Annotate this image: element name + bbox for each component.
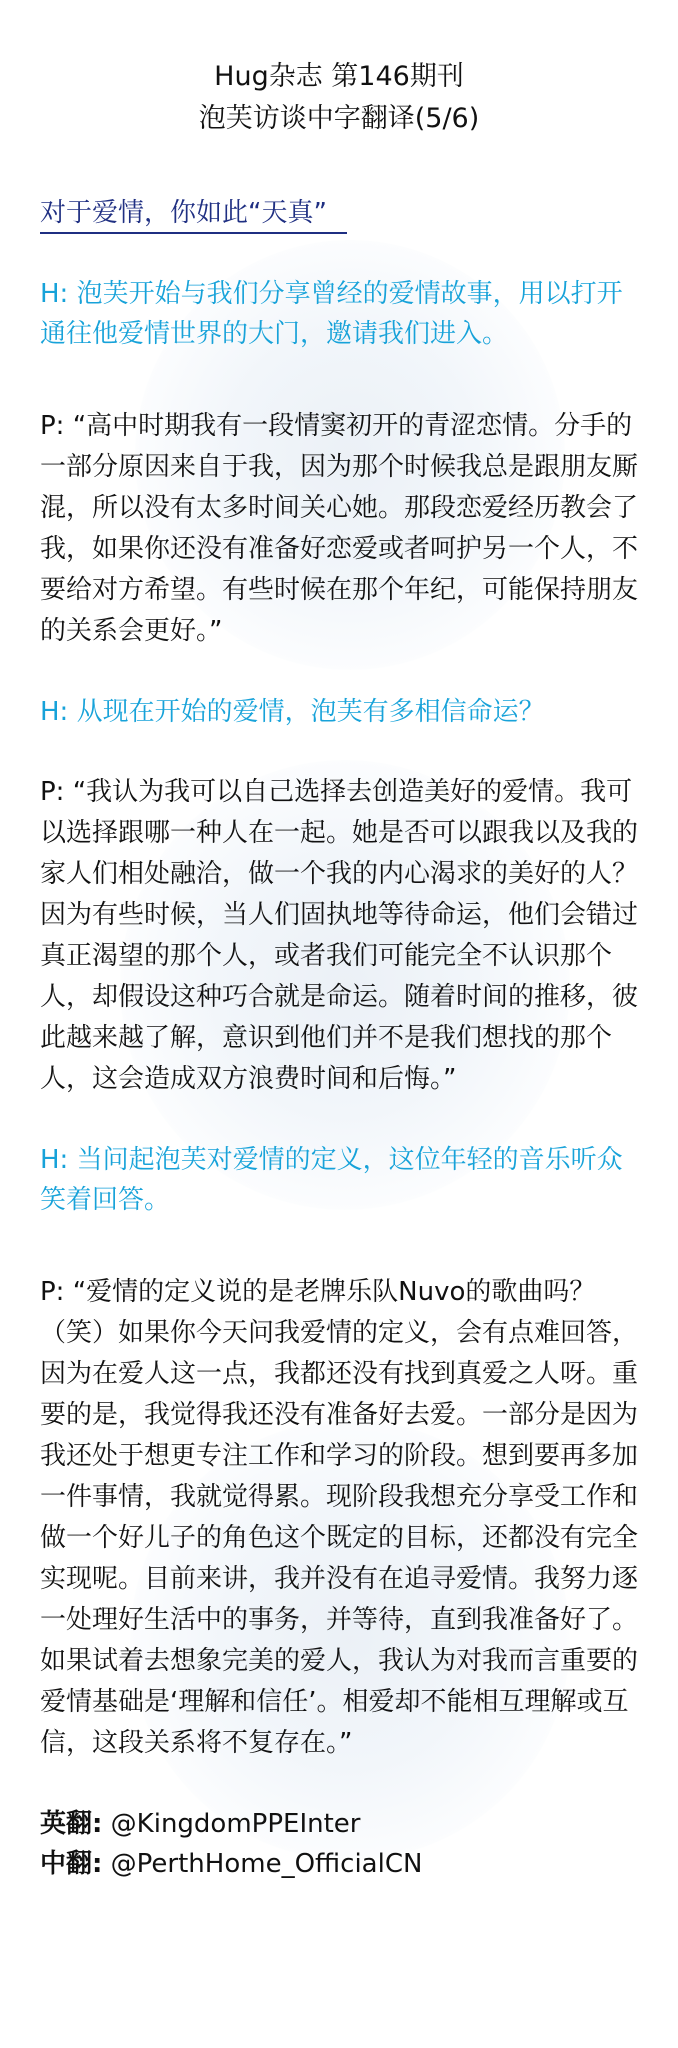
english-credit-label: 英翻: [40,1809,103,1839]
host-question: H: 从现在开始的爱情，泡芙有多相信命运？ [40,697,545,727]
chinese-credit-label: 中翻: [40,1849,103,1879]
magazine-title: Hug杂志 第146期刊 [214,61,464,92]
english-translation-credit [40,1804,638,1844]
speaker-answer: P: “我认为我可以自己选择去创造美好的爱情。我可以选择跟哪一种人在一起。她是否可以跟我以及我的家人们相处融洽，做一个我的内心渴求的美好的人？因为有些时候，当人们固执地等待命运，他们会错过真正渴望的那个人，或者我们可能完全不认识那个人，却假设这种巧合就是命运。随着时间的推移，彼此越来越了解，意识到他们并不是我们想找的那个人，这会造成双方浪费时间和后悔。” [40,777,639,1094]
chinese-translation-credit [40,1844,638,1884]
chinese-credit-handle: @PerthHome_OfficialCN [110,1849,423,1879]
speaker-answer: P: “高中时期我有一段情窦初开的青涩恋情。分手的一部分原因来自于我，因为那个时候我总是跟朋友厮混，所以没有太多时间关心她。那段恋爱经历教会了我，如果你还没有准备好恋爱或者呵护另一个人，不要给对方希望。有些时候在那个年纪，可能保持朋友的关系会更好。” [40,411,639,646]
english-credit-handle: @KingdomPPEInter [110,1809,361,1839]
speaker-answer: P: “爱情的定义说的是老牌乐队Nuvo的歌曲吗？（笑）如果你今天问我爱情的定义，会有点难回答，因为在爱人这一点，我都还没有找到真爱之人呀。重要的是，我觉得我还没有准备好去爱。一部分是因为我还处于想更专注工作和学习的阶段。想到要再多加一件事情，我就觉得累。现阶段我想充分享受工作和做一个好儿子的角色这个既定的目标，还都没有完全实现呢。目前来讲，我并没有在追寻爱情。我努力逐一处理好生活中的事务，并等待，直到我准备好了。如果试着去想象完美的爱人，我认为对我而言重要的爱情基础是‘理解和信任’。相爱却不能相互理解或互信，这段关系将不复存在。” [40,1277,639,1758]
host-question: H: 当问起泡芙对爱情的定义，这位年轻的音乐听众笑着回答。 [40,1145,623,1215]
host-question: H: 泡芙开始与我们分享曾经的爱情故事，用以打开通往他爱情世界的大门，邀请我们进入。 [40,279,623,349]
section-heading: 对于爱情，你如此“天真” [40,194,347,234]
article-subtitle: 泡芙访谈中字翻译(5/6) [198,103,480,134]
